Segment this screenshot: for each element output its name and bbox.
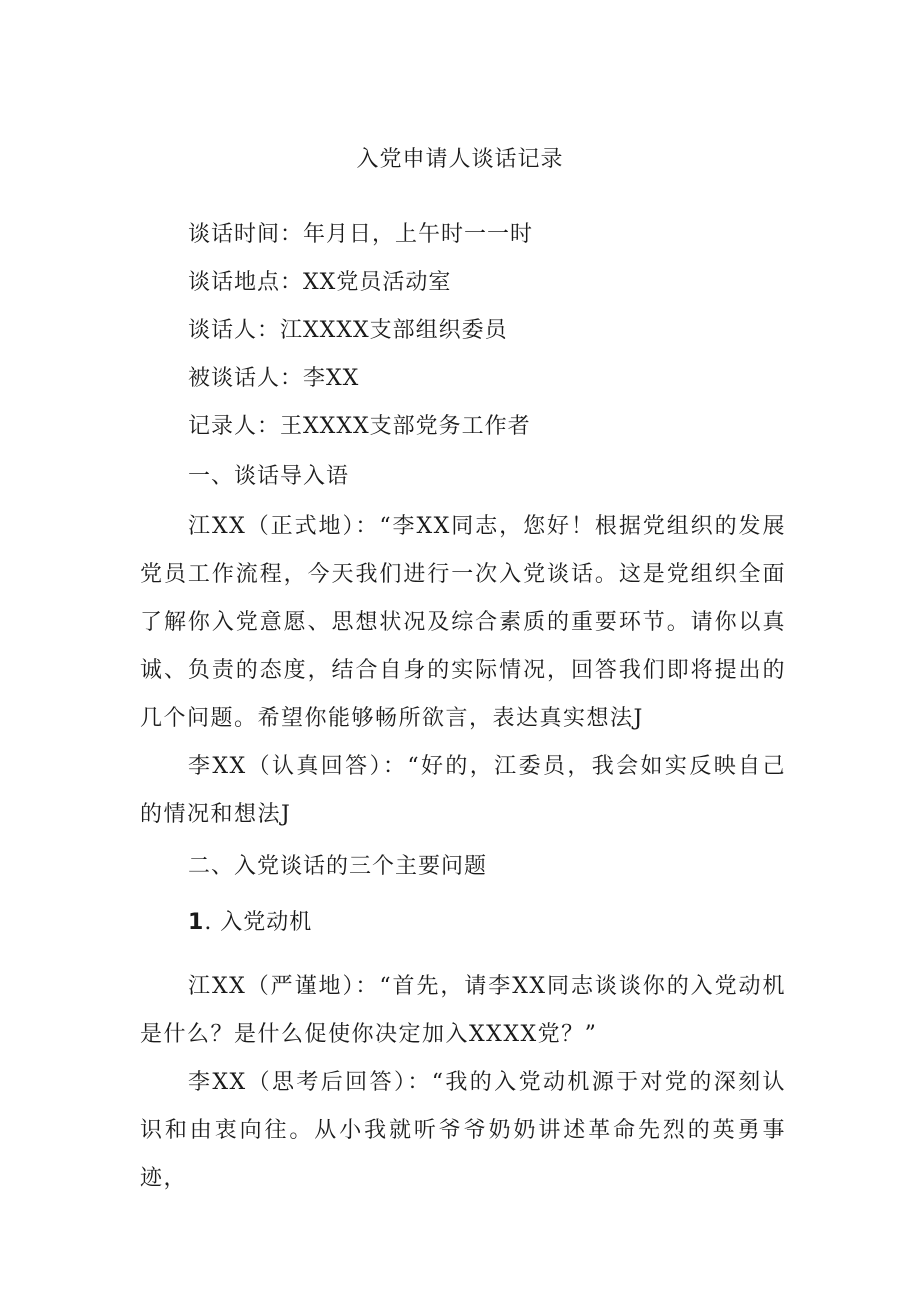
section-heading-intro: 一、谈话导入语 <box>188 464 350 489</box>
paragraph-motivation-question: 江XX（严谨地）：“首先，请李XX同志谈谈你的入党动机是什么？是什么促使你决定加入XXXX党？” <box>140 974 786 1047</box>
meta-recorder: 记录人：王XXXX支部党务工作者 <box>188 414 531 439</box>
meta-interview-location: 谈话地点：XX党员活动室 <box>188 270 452 295</box>
meta-interviewee: 被谈话人：李XX <box>188 366 360 391</box>
paragraph-intro-question: 江XX（正式地）：“李XX同志，您好！根据党组织的发展党员工作流程，今天我们进行一次入党谈话。这是党组织全面了解你入党意愿、思想状况及综合素质的重要环节。请你以真诚、负责的态度，结合自身的实际情况，回答我们即将提出的几个问题。希望你能够畅所欲言，表达真实想法J <box>140 514 786 731</box>
subsection-label: . 入党动机 <box>204 910 313 935</box>
paragraph-motivation-answer: 李XX（思考后回答）：“我的入党动机源于对党的深刻认识和由衷向往。从小我就听爷爷奶奶讲述革命先烈的英勇事迹， <box>140 1070 786 1191</box>
section-heading-three-questions: 二、入党谈话的三个主要问题 <box>188 854 488 879</box>
document-title: 入党申请人谈话记录 <box>356 147 564 172</box>
subsection-heading-motivation <box>188 907 312 939</box>
subsection-number: 1 <box>188 910 205 935</box>
meta-interviewer: 谈话人：江XXXX支部组织委员 <box>188 318 508 343</box>
meta-interview-time: 谈话时间：年月日，上午时一一时 <box>188 222 534 247</box>
paragraph-intro-answer: 李XX（认真回答）：“好的，江委员，我会如实反映自己的情况和想法J <box>140 754 786 827</box>
